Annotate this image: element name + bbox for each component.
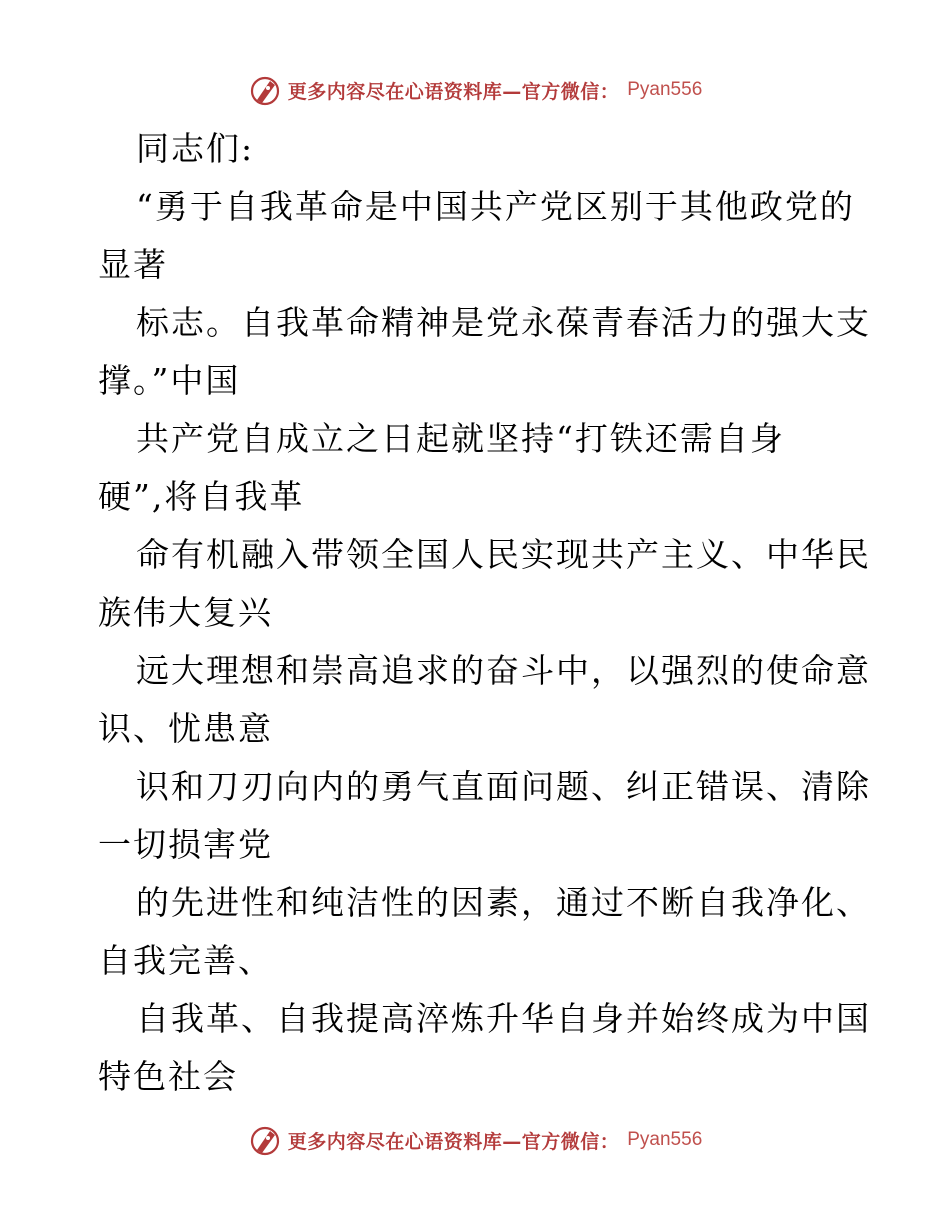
banner-text: 更多内容尽在心语资料库—官方微信： xyxy=(287,1130,620,1153)
pen-nib-logo-icon xyxy=(248,73,282,107)
text-line: 识和刀刃向内的勇气直面问题、纠正错误、清除 xyxy=(136,767,871,806)
footer-banner xyxy=(0,1120,950,1160)
text-line: 硬”,将自我革 xyxy=(98,477,305,516)
document-body xyxy=(98,120,871,1106)
text-line: 特色社会 xyxy=(98,1057,238,1096)
text-line: 共产党自成立之日起就坚持“打铁还需自身 xyxy=(136,419,785,458)
text-line: 识、忧患意 xyxy=(98,709,273,748)
text-line: 族伟大复兴 xyxy=(98,593,273,632)
text-line: 同志们: xyxy=(136,129,255,168)
text-line: 自我革、自我提高淬炼升华自身并始终成为中国 xyxy=(136,999,871,1038)
text-line: 显著 xyxy=(98,245,168,284)
text-line: 撑。”中国 xyxy=(98,361,241,400)
header-banner xyxy=(0,70,950,110)
text-line: 标志。自我革命精神是党永葆青春活力的强大支 xyxy=(136,303,871,342)
text-line: 一切损害党 xyxy=(98,825,273,864)
text-line: 自我完善、 xyxy=(98,941,273,980)
text-line: 命有机融入带领全国人民实现共产主义、中华民 xyxy=(136,535,871,574)
text-line: 的先进性和纯洁性的因素，通过不断自我净化、 xyxy=(136,883,871,922)
text-line: 远大理想和崇高追求的奋斗中，以强烈的使命意 xyxy=(136,651,871,690)
banner-text: 更多内容尽在心语资料库—官方微信： xyxy=(287,80,620,103)
banner-handle: Pyan556 xyxy=(627,1129,703,1150)
pen-nib-logo-icon xyxy=(248,1123,282,1157)
banner-handle: Pyan556 xyxy=(627,79,703,100)
text-line: “勇于自我革命是中国共产党区别于其他政党的 xyxy=(136,187,855,226)
